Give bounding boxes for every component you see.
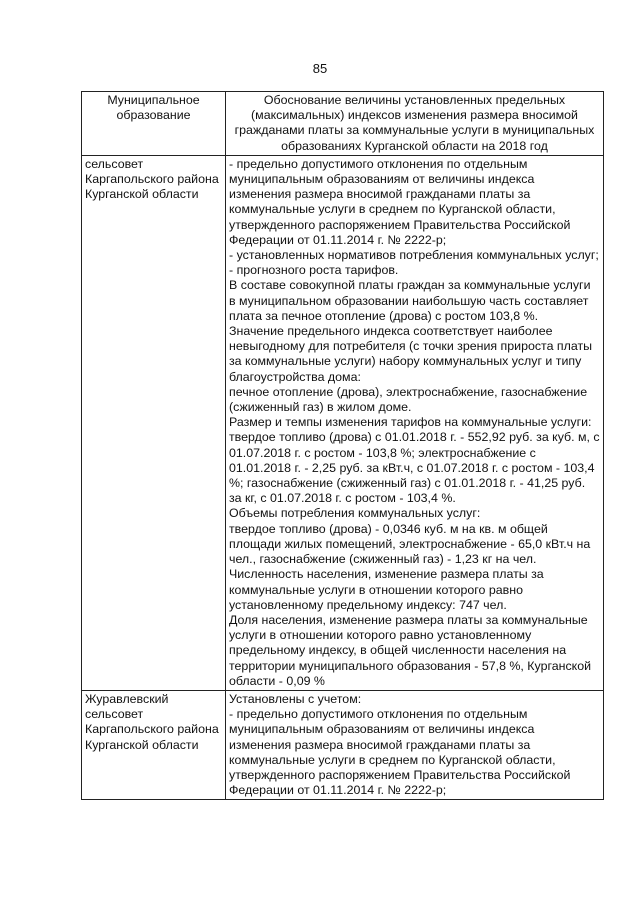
header-justification: Обоснование величины установленных предельных (максимальных) индексов изменения размера вносимой гражданами платы за коммунальные услуги в муниципальных образованиях Курганской области на 2018 год xyxy=(226,92,604,156)
justification-table xyxy=(81,91,604,800)
header-municipality: Муниципальное образование xyxy=(82,92,226,156)
justification-paragraph: твердое топливо (дрова) - 0,0346 куб. м на кв. м общей площади жилых помещений, электроснабжение - 65,0 кВт.ч на чел., газоснабжение (сжиженный газ) - 1,23 кг на чел. xyxy=(229,521,591,567)
justification-cell xyxy=(226,155,604,690)
justification-paragraph: - предельно допустимого отклонения по отдельным муниципальным образованиям от величины индекса изменения размера вносимой гражданами платы за коммунальные услуги в среднем по Курганской области, утвержденного распоряжением Правительства Российской Федерации от 01.11.2014 г. № 2222-р; xyxy=(229,156,571,247)
table-header-row xyxy=(82,92,604,156)
justification-paragraph: - установленных нормативов потребления коммунальных услуг; xyxy=(229,248,599,263)
table-row xyxy=(82,690,604,799)
justification-paragraph: печное отопление (дрова), электроснабжение, газоснабжение (сжиженный газ) в жилом доме. xyxy=(229,384,588,415)
justification-paragraph: Численность населения, изменение размера платы за коммунальные услуги в отношении которого равно установленному предельному индексу: 747 чел. xyxy=(229,567,544,612)
justification-paragraph: Значение предельного индекса соответствует наиболее невыгодному для потребителя (с точки зрения прироста платы за коммунальные услуги) набору коммунальных услуг и типу благоустройства дома: xyxy=(229,324,593,384)
table-row xyxy=(82,155,604,690)
justification-paragraph: - предельно допустимого отклонения по отдельным муниципальным образованиям от величины индекса изменения размера вносимой гражданами платы за коммунальные услуги в среднем по Курганской области, утвержденного распоряжением Правительства Российской Федерации от 01.11.2014 г. № 2222-р; xyxy=(229,707,571,798)
justification-paragraph: твердое топливо (дрова) с 01.01.2018 г. - 552,92 руб. за куб. м, с 01.07.2018 г. с ростом - 103,8 %; электроснабжение с 01.01.2018 г. - 2,25 руб. за кВт.ч, с 01.07.2018 г. с ростом - 103,4 %; газоснабжение (сжиженный газ) с 01.01.2018 г. - 41,25 руб. за кг, с 01.07.2018 г. с ростом - 103,4 %. xyxy=(229,430,600,506)
justification-paragraph: Установлены с учетом: xyxy=(229,691,362,706)
justification-paragraph: Доля населения, изменение размера платы за коммунальные услуги в отношении которого равно установленному предельному индексу, в общей численности населения на территории муниципального образования - 57,8 %, Курганской области - 0,09 % xyxy=(229,612,592,688)
municipality-cell: сельсовет Каргапольского района Курганской области xyxy=(82,155,226,690)
justification-paragraph: Объемы потребления коммунальных услуг: xyxy=(229,506,481,521)
municipality-cell: Журавлевский сельсовет Каргапольского района Курганской области xyxy=(82,690,226,799)
justification-paragraph: В составе совокупной платы граждан за коммунальные услуги в муниципальном образовании наибольшую часть составляет плата за печное отопление (дрова) с ростом 103,8 %. xyxy=(229,278,591,323)
justification-cell xyxy=(226,690,604,799)
justification-paragraph: Размер и темпы изменения тарифов на коммунальные услуги: xyxy=(229,415,592,430)
page-number: 85 xyxy=(312,61,328,76)
justification-paragraph: - прогнозного роста тарифов. xyxy=(229,263,399,278)
